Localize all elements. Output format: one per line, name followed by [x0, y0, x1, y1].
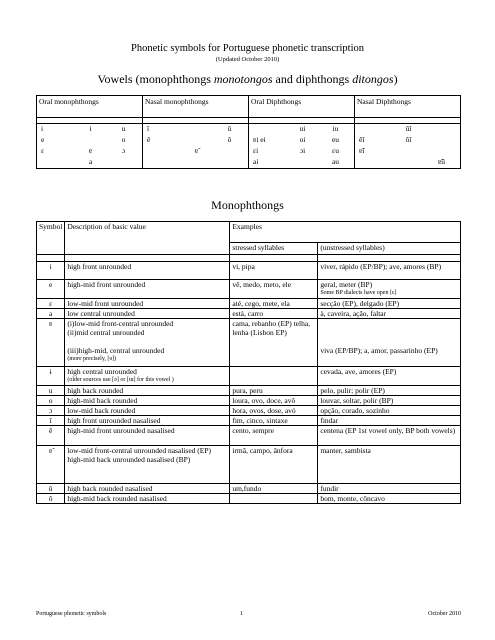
table-row: ɐ (i)low-mid front-central unrounded (ii)mid central unrounded (iii)high-mid, central unrounded (more precisely, [ɘ]) cama, rebanho (EP) telha, lenha (Lisbon EP) viva (EP/BP); a, amor, passarinho (EP) [37, 319, 461, 367]
header-nasal-monophthongs: Nasal monophthongs [143, 96, 249, 118]
footer-right: October 2010 [428, 611, 461, 617]
table-row: e high-mid front unrounded vê, medo, meto, ele geral, meter (BP) Some BP dialects have open [ɛ] [37, 280, 461, 299]
table-row: i high front unrounded vi, pipa viver, rápido (EP/BP); ave, amores (BP) [37, 262, 461, 280]
monophthongs-table [36, 221, 461, 504]
vowel-row: a ai au ɐ̃ũ [37, 157, 461, 169]
col-description: Description of basic value [65, 222, 230, 255]
table-row: ẽ high-mid front unrounded nasalised cento, sempre centena (EP 1st vowel only, BP both vowels) [37, 426, 461, 446]
page-number: 1 [240, 611, 243, 617]
col-symbol: Symbol [37, 222, 65, 255]
header-nasal-diphthongs: Nasal Diphthongs [355, 96, 461, 118]
document-title: Phonetic symbols for Portuguese phonetic transcription [130, 43, 364, 54]
table-row: õ high-mid back rounded nasalised bom, monte, côncavo [37, 494, 461, 504]
updated-note: (Updated October 2010) [215, 56, 280, 63]
table-row: ɛ low-mid front unrounded até, cego, mete, ela secção (EP), delgado (EP) [37, 299, 461, 309]
footer-left: Portuguese phonetic symbols [36, 611, 107, 617]
vowel-row: e o ẽ õ ɐi ei oi eu ẽĩ õĩ [37, 135, 461, 146]
table-row: ɨ high central unrounded (older sources use [ə] or [ɯ] for this vowel ) cevada, ave, amores (EP) [37, 367, 461, 386]
table-row: o high-mid back rounded loura, ovo, doce, avô louvar, soltar, polir (BP) [37, 396, 461, 406]
col-stressed: stressed syllables [230, 243, 318, 255]
table-row: ɔ low-mid back rounded hora, ovos, dose, avó opção, corado, sozinho [37, 406, 461, 416]
vowels-heading: Vowels (monophthongs monotongos and diphthongs ditongos) [97, 72, 398, 86]
table-row: a low central unrounded está, carro à, caveira, ação, faltar [37, 309, 461, 319]
table-row: ũ high back rounded nasalised um,fundo fundir [37, 484, 461, 494]
header-oral-monophthongs: Oral monophthongs [37, 96, 143, 118]
col-unstressed: (unstressed syllables) [318, 243, 461, 255]
vowel-row: i i u ĩ ũ ui iu ũĩ [37, 124, 461, 136]
monophthongs-heading: Monophthongs [211, 198, 284, 212]
vowel-inventory-table [36, 95, 461, 169]
table-row: u high back rounded pura, peru pelo, pulir; polir (EP) [37, 386, 461, 396]
col-examples: Examples [230, 222, 461, 243]
table-row: ɐ̃ low-mid front-central unrounded nasalised (EP) high-mid back unrounded nasalised (BP) irmã, campo, ânfora manter, sambista [37, 446, 461, 484]
table-row: ĩ high front unrounded nasalised fim, cinco, sintaxe findar [37, 416, 461, 426]
vowel-row: ɛ ɐ ɔ ɐ̃ ɛi ɔi ɛu ɐ̃ĩ [37, 146, 461, 157]
header-oral-diphthongs: Oral Diphthongs [249, 96, 355, 118]
